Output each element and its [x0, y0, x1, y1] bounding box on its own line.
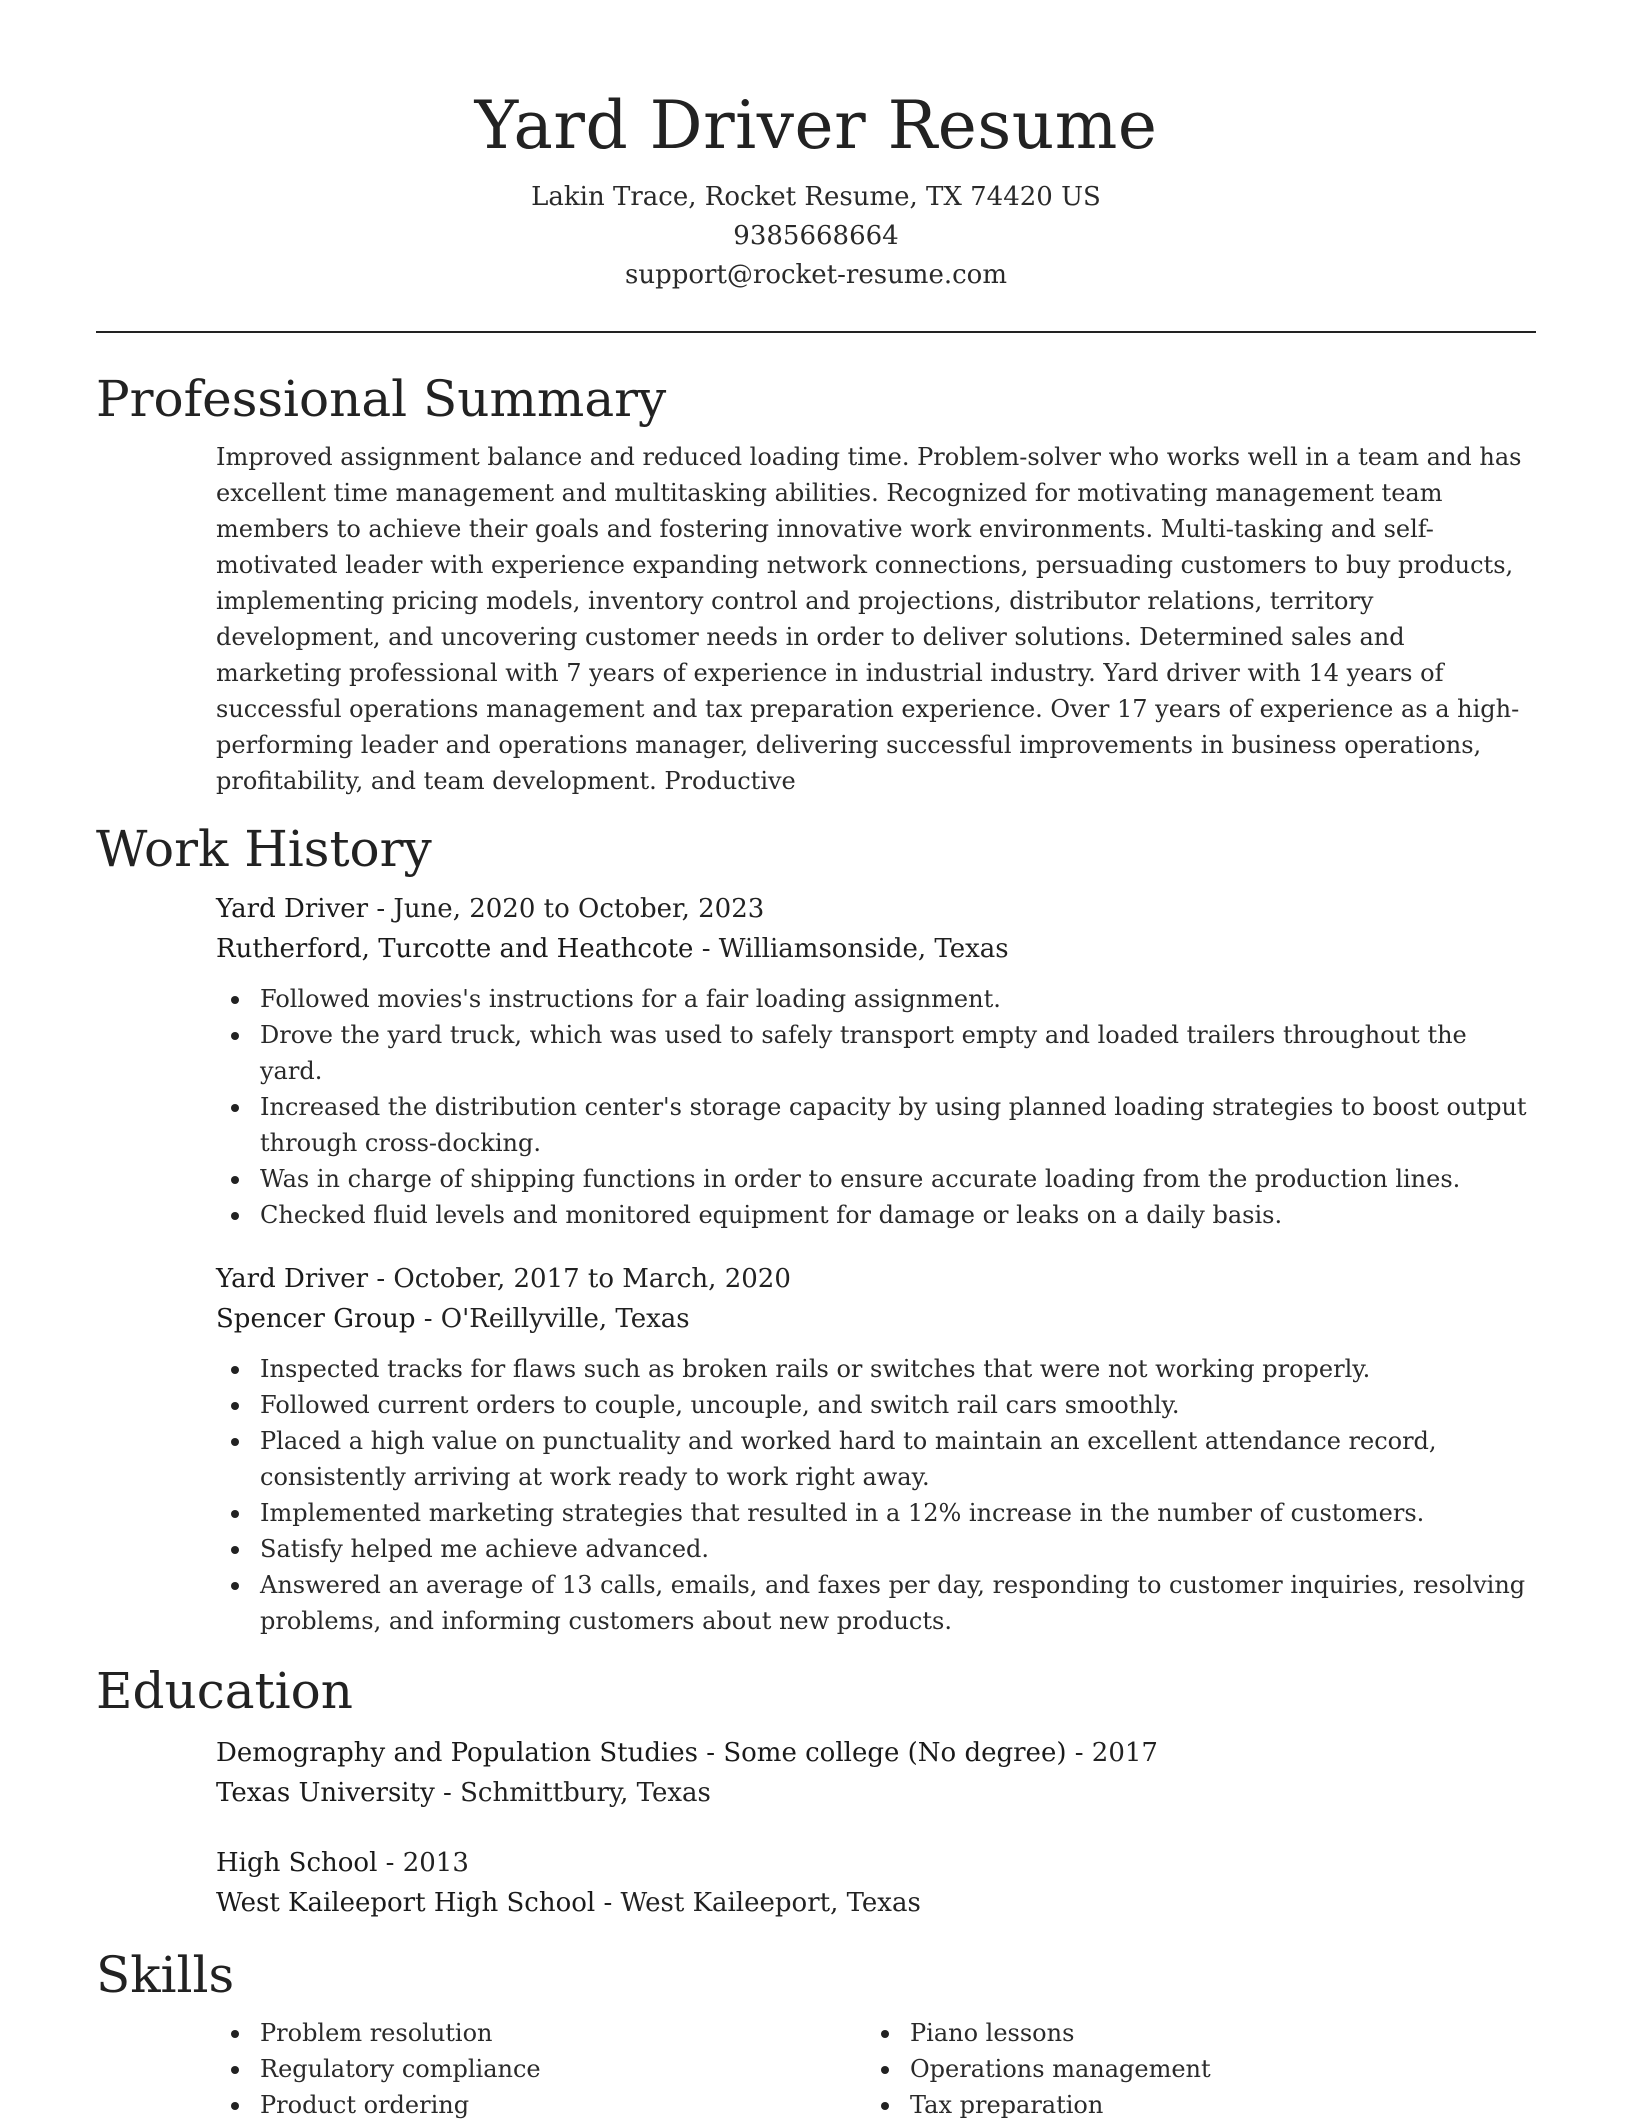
list-item: Checked fluid levels and monitored equipment for damage or leaks on a daily basis. [216, 1197, 1536, 1233]
contact-email: support@rocket-resume.com [624, 260, 1007, 290]
resume-page [96, 0, 1536, 2123]
summary-heading: Professional Summary [96, 370, 667, 428]
education-school: Texas University [216, 1778, 435, 1808]
education-school-line [216, 1773, 1536, 1813]
job-company-line [216, 929, 1536, 969]
list-item: Regulatory compliance [216, 2051, 866, 2087]
job-role: Yard Driver [216, 894, 369, 924]
list-item: Operations management [866, 2051, 1516, 2087]
education-heading: Education [96, 1662, 353, 1720]
job-duties-list [216, 981, 1536, 1233]
education-year: - 2013 [377, 1848, 469, 1878]
list-item: Problem resolution [216, 2015, 866, 2051]
skills-columns [216, 2015, 1536, 2123]
education-school-line [216, 1883, 1536, 1923]
list-item: Piano lessons [866, 2015, 1516, 2051]
list-item: Inspected tracks for flaws such as broken rails or switches that were not working properly. [216, 1351, 1536, 1387]
education-degree: High School [216, 1848, 378, 1878]
work-history-heading: Work History [96, 820, 432, 878]
header-divider [96, 331, 1536, 333]
list-item: Product ordering [216, 2087, 866, 2123]
education-school: West Kaileeport High School [216, 1888, 596, 1918]
list-item: Tax preparation [866, 2087, 1516, 2123]
job-title-line [216, 889, 1536, 929]
job-company-line [216, 1299, 1536, 1339]
education-entry [216, 1843, 1536, 1923]
education-location: - West Kaileeport, Texas [595, 1888, 921, 1918]
list-item: Implemented marketing strategies that resulted in a 12% increase in the number of customers. [216, 1495, 1536, 1531]
job-entry [216, 889, 1536, 1233]
skills-heading: Skills [96, 1946, 235, 2004]
list-item: Satisfy helped me achieve advanced. [216, 1531, 1536, 1567]
list-item: Followed movies's instructions for a fair loading assignment. [216, 981, 1536, 1017]
list-item: Placed a high value on punctuality and worked hard to maintain an excellent attendance record, consistently arriving at work ready to work right away. [216, 1423, 1536, 1495]
job-dates: - June, 2020 to October, 2023 [368, 894, 765, 924]
job-company: Rutherford, Turcotte and Heathcote [216, 934, 694, 964]
job-role: Yard Driver [216, 1264, 369, 1294]
list-item: Increased the distribution center's storage capacity by using planned loading strategies to boost output through cross-docking. [216, 1089, 1536, 1161]
contact-block [96, 178, 1536, 295]
contact-phone: 9385668664 [733, 221, 899, 251]
skills-list-left [216, 2015, 866, 2123]
education-location: - Schmittbury, Texas [434, 1778, 711, 1808]
resume-title: Yard Driver Resume [474, 87, 1158, 164]
education-degree-line [216, 1733, 1536, 1773]
education-degree: Demography and Population Studies - Some college (No degree) [216, 1738, 1067, 1768]
list-item: Followed current orders to couple, uncouple, and switch rail cars smoothly. [216, 1387, 1536, 1423]
job-location: - O'Reillyville, Texas [415, 1304, 690, 1334]
education-year: - 2017 [1066, 1738, 1158, 1768]
list-item: Drove the yard truck, which was used to safely transport empty and loaded trailers throughout the yard. [216, 1017, 1536, 1089]
contact-address: Lakin Trace, Rocket Resume, TX 74420 US [531, 182, 1101, 212]
education-degree-line [216, 1843, 1536, 1883]
list-item: Answered an average of 13 calls, emails, and faxes per day, responding to customer inquiries, resolving problems, and informing customers about new products. [216, 1567, 1536, 1639]
job-dates: - October, 2017 to March, 2020 [368, 1264, 791, 1294]
job-location: - Williamsonside, Texas [693, 934, 1009, 964]
job-title-line [216, 1259, 1536, 1299]
summary-text: Improved assignment balance and reduced loading time. Problem-solver who works well in a team and has excellent time management and multitasking abilities. Recognized for motivating management team members to achieve their goals and fostering innovative work environments. Multi-tasking and self-motivated leader with experience expanding network connections, persuading customers to buy products, implementing pricing models, inventory control and projections, distributor relations, territory development, and uncovering customer needs in order to deliver solutions. Determined sales and marketing professional with 7 years of experience in industrial industry. Yard driver with 14 years of successful operations management and tax preparation experience. Over 17 years of experience as a high-performing leader and operations manager, delivering successful improvements in business operations, profitability, and team development. Productive [216, 443, 1522, 795]
job-entry [216, 1259, 1536, 1639]
job-company: Spencer Group [216, 1304, 416, 1334]
education-entry [216, 1733, 1536, 1813]
job-duties-list [216, 1351, 1536, 1639]
list-item: Was in charge of shipping functions in order to ensure accurate loading from the production lines. [216, 1161, 1536, 1197]
skills-list-right [866, 2015, 1516, 2123]
